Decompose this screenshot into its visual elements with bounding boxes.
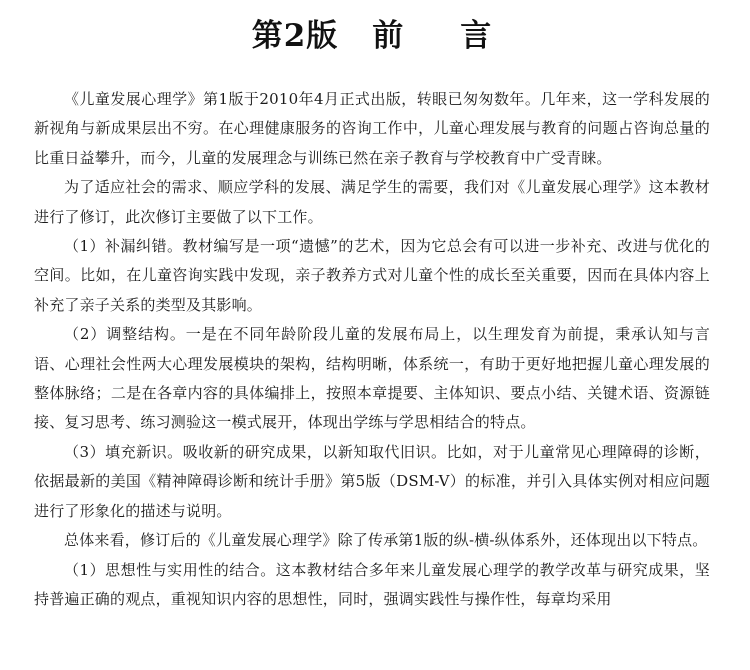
title-char-yan: 言 <box>460 18 493 54</box>
paragraph-item-adjust-structure: （2）调整结构。一是在不同年龄阶段儿童的发展布局上，以生理发育为前提，秉承认知与言语、心理社会性两大心理发展模块的架构，结构明晰，体系统一，有助于更好地把握儿童心理发展的整体脉络；二是在各章内容的具体编排上，按照本章提要、主体知识、要点小结、关键术语、资源链接、复习思考、练习测验这一模式展开，体现出学练与学思相结合的特点。 <box>34 325 710 432</box>
paragraph-item-new-knowledge: （3）填充新识。吸收新的研究成果，以新知取代旧识。比如，对于儿童常见心理障碍的诊断，依据最新的美国《精神障碍诊断和统计手册》第5版（DSM-V）的标准，并引入具体实例对相应问题进行了形象化的描述与说明。 <box>34 442 710 520</box>
title-edition: 第2版 <box>251 18 339 54</box>
paragraph-item-fix-errors: （1）补漏纠错。教材编写是一项“遗憾”的艺术，因为它总会有可以进一步补充、改进与优化的空间。比如，在儿童咨询实践中发现，亲子教养方式对儿童个性的成长至关重要，因而在具体内容上补充了亲子关系的类型及其影响。 <box>34 237 710 314</box>
paragraph-feature-thought-practice: （1）思想性与实用性的结合。这本教材结合多年来儿童发展心理学的教学改革与研究成果，坚持普遍正确的观点，重视知识内容的思想性，同时，强调实践性与操作性，每章均采用 <box>34 560 710 608</box>
paragraph-overall-features: 总体来看，修订后的《儿童发展心理学》除了传承第1版的纵-横-纵体系外，还体现出以下特点。 <box>64 531 708 550</box>
paragraph-intro: 《儿童发展心理学》第1版于2010年4月正式出版，转眼已匆匆数年。几年来，这一学科发展的新视角与新成果层出不穷。在心理健康服务的咨询工作中，儿童心理发展与教育的问题占咨询总量的比重日益攀升，而今，儿童的发展理念与训练已然在亲子教育与学校教育中广受青睐。 <box>34 90 710 167</box>
paragraph-revision-purpose: 为了适应社会的需求、顺应学科的发展、满足学生的需要，我们对《儿童发展心理学》这本教材进行了修订，此次修订主要做了以下工作。 <box>34 178 710 226</box>
document-body <box>34 85 710 614</box>
page-title <box>34 0 710 58</box>
title-char-qian: 前 <box>372 18 405 54</box>
